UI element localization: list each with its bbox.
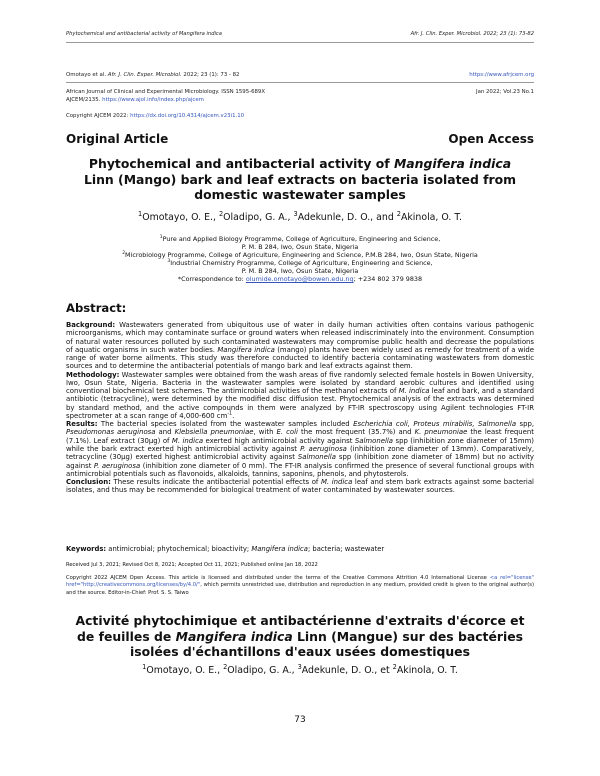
publication-dates: Received Jul 3, 2021; Revised Oct 8, 2021; Accepted Oct 11, 2021; Published online Jan 18, 2022 [66, 562, 318, 568]
abstract-background: Background: Wastewaters generated from ubiquitous use of water in daily human activities often contains various pathogenic microorganisms, which may contaminate surface or ground waters when released indiscriminately into the environment. Consumption of natural water resources polluted by such contaminated wastewaters may compromise public health and decrease the populations of aquatic organisms in such water bodies. Mangifera indica (mango) plants have been widely used as remedy for treatment of a wide range of water borne ailments. This study was therefore conducted to identify bacteria contaminating wastewaters from domestic sources and to determine the antibacterial potentials of mango bark and leaf extracts against them. [66, 321, 534, 371]
affiliations: $^1$Pure and Applied Biology Programme, College of Agriculture, Engineering and Science, P. M. B 284, Iwo, Osun State, Nigeria $^2$Microbiology Programme, College of Agriculture, Engineering and Science, P.M.B 284, Iwo, Osun State, Nigeria $^3$Industrial Chemistry Programme, College of Agriculture, Engineering and Science, P. M. B 284, Iwo, Osun State, Nigeria *Correspondence to: olumide.omotayo@bowen.edu.ng; +234 802 379 9838 [66, 235, 534, 284]
header-rule [66, 42, 534, 43]
abstract-conclusion: Conclusion: These results indicate the antibacterial potential effects of M. indica leaf and stem bark extracts against some bacterial isolates, and thus may be recommended for biological treatment of water contaminated by wastewater sources. [66, 478, 534, 495]
french-author-list: $^1$Omotayo, O. E., $^2$Oladipo, G. A., $^3$Adekunle, D. O., et $^2$Akinola, O. T. [142, 662, 458, 676]
running-header [66, 31, 534, 37]
meta-rule [66, 82, 534, 83]
license-link[interactable]: <a rel="license" href="http://creativecommons.org/licenses/by/4.0/" [66, 575, 534, 589]
running-header-left: Phytochemical and antibacterial activity of Mangifera indica [66, 31, 222, 37]
journal-url-link[interactable]: https://www.ajol.info/index.php/ajcem [102, 97, 204, 103]
open-access-label: Open Access [448, 132, 534, 146]
journal-info: African Journal of Clinical and Experimental Microbiology. ISSN 1595-689X Jan 2022; Vol.23 No.1 AJCEM/2135. https://www.ajol.info/index.php/ajcem Copyright AJCEM 2022: https://dx.doi.org/10.4314/ajcem.v23i1.10 [66, 89, 534, 119]
issue-info: Jan 2022; Vol.23 No.1 [475, 89, 534, 95]
keywords: Keywords: antimicrobial; phytochemical; bioactivity; Mangifera indica; bacteria; wastewater [66, 545, 385, 553]
license-statement: Copyright 2022 AJCEM Open Access. This article is licensed and distributed under the terms of the Creative Commons Attrition 4.0 International License <a rel="license" href="http://creativecommons.org/licenses/by/4.0/", which permits unrestricted use, distribution and reproduction in any medium, provided credit is given to the original author(s) and the source. Editor-in-Chief: Prof. S. S. Taiwo [66, 575, 534, 596]
abstract-results: Results: The bacterial species isolated from the wastewater samples included Escherichia coli, Proteus mirabilis, Salmonella spp, Pseudomonas aeruginosa and Klebsiella pneumoniae, with E. coli the most frequent (35.7%) and K. pneumoniae the least frequent (7.1%). Leaf extract (30µg) of M. indica exerted high antimicrobial activity against Salmonella spp (inhibition zone diameter of 15mm) while the bark extract exerted high antimicrobial activity against P. aeruginosa (inhibition zone diameter of 13mm). Comparatively, tetracycline (30µg) exerted highest antimicrobial activity against Salmonella spp (inhibition zone diameter of 18mm) but no activity against P. aeruginosa (inhibition zone diameter of 0 mm). The FT-IR analysis confirmed the presence of several functional groups with antimicrobial potentials such as flavonoids, alkaloids, tannins, saponins, phenols, and phytosterols. [66, 420, 535, 478]
citation-block [66, 71, 534, 79]
doi-link[interactable]: https://dx.doi.org/10.4314/ajcem.v23i1.10 [130, 113, 245, 119]
article-type-row [66, 132, 534, 146]
journal-site-link[interactable]: https://www.afrjcem.org [469, 72, 534, 78]
page-number: 73 [294, 715, 306, 725]
french-title: Activité phytochimique et antibactérienne d'extraits d'écorce et de feuilles de Mangifera indica Linn (Mangue) sur des bactéries isolées d'échantillons d'eaux usées domestiques [75, 613, 525, 659]
author-list: $^1$Omotayo, O. E., $^2$Oladipo, G. A., $^3$Adekunle, D. O., and $^2$Akinola, O. T. [138, 209, 462, 223]
citation: Omotayo et al. Afr. J. Clin. Exper. Microbiol. 2022; 23 (1): 73 - 82 [66, 72, 240, 78]
correspondence: *Correspondence to: olumide.omotayo@bowen.edu.ng; +234 802 379 9838 [177, 275, 423, 284]
abstract-body [66, 321, 534, 495]
journal-name: African Journal of Clinical and Experimental Microbiology. ISSN 1595-689X [66, 89, 266, 95]
running-header-right: Afr. J. Clin. Exper. Microbiol. 2022; 23 (1): 73-82 [410, 31, 534, 37]
abstract-heading: Abstract: [66, 301, 127, 315]
correspondence-email-link[interactable]: olumide.omotayo@bowen.edu.ng [245, 275, 354, 284]
article-title: Phytochemical and antibacterial activity of Mangifera indica Linn (Mango) bark and leaf extracts on bacteria isolated from domestic wastewater samples [83, 156, 517, 202]
article-type: Original Article [66, 132, 169, 146]
abstract-methodology: Methodology: Wastewater samples were obtained from the wash areas of five randomly selected female hostels in Bowen University, Iwo, Osun State, Nigeria. Bacteria in the wastewater samples were isolated by standard aerobic cultures and identified using conventional biochemical test schemes. The antimicrobial activities of the methanol extracts of M. indica leaf and bark, and a standard antibiotic (tetracycline), were determined by the modified disc diffusion test. Phytochemical analysis of the extracts was determined by standard method, and the active compounds in them were analyzed by FT-IR spectroscopy using Agilent technologies FT-IR spectrometer at a scan range of 4,000-600 $cm^{-1}$. [66, 370, 534, 420]
